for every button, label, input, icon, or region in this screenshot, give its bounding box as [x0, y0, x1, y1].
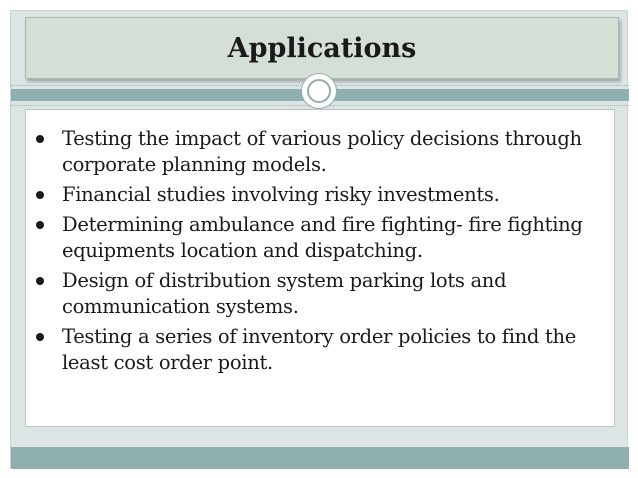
slide-frame — [10, 10, 628, 468]
bullet-list — [34, 126, 614, 380]
bullet-icon — [36, 333, 44, 341]
slide-title: Applications — [227, 32, 417, 64]
bullet-text: Financial studies involving risky investments. — [62, 183, 500, 206]
bullet-icon — [36, 277, 44, 285]
list-item — [34, 212, 614, 264]
list-item — [34, 126, 614, 178]
list-item — [34, 268, 614, 320]
bullet-text: Design of distribution system parking lots and communication systems. — [62, 269, 507, 318]
footer-band — [11, 447, 629, 469]
bullet-icon — [36, 191, 44, 199]
bullet-text: Testing a series of inventory order policies to find the least cost order point. — [62, 325, 577, 374]
list-item — [34, 182, 614, 208]
circle-ornament-icon — [301, 73, 337, 109]
bullet-icon — [36, 135, 44, 143]
content-box — [25, 109, 615, 427]
bullet-text: Determining ambulance and fire fighting- fire fighting equipments location and dispatching. — [62, 213, 583, 262]
list-item — [34, 324, 614, 376]
bullet-icon — [36, 221, 44, 229]
bullet-text: Testing the impact of various policy decisions through corporate planning models. — [62, 127, 582, 176]
title-box — [25, 17, 619, 79]
